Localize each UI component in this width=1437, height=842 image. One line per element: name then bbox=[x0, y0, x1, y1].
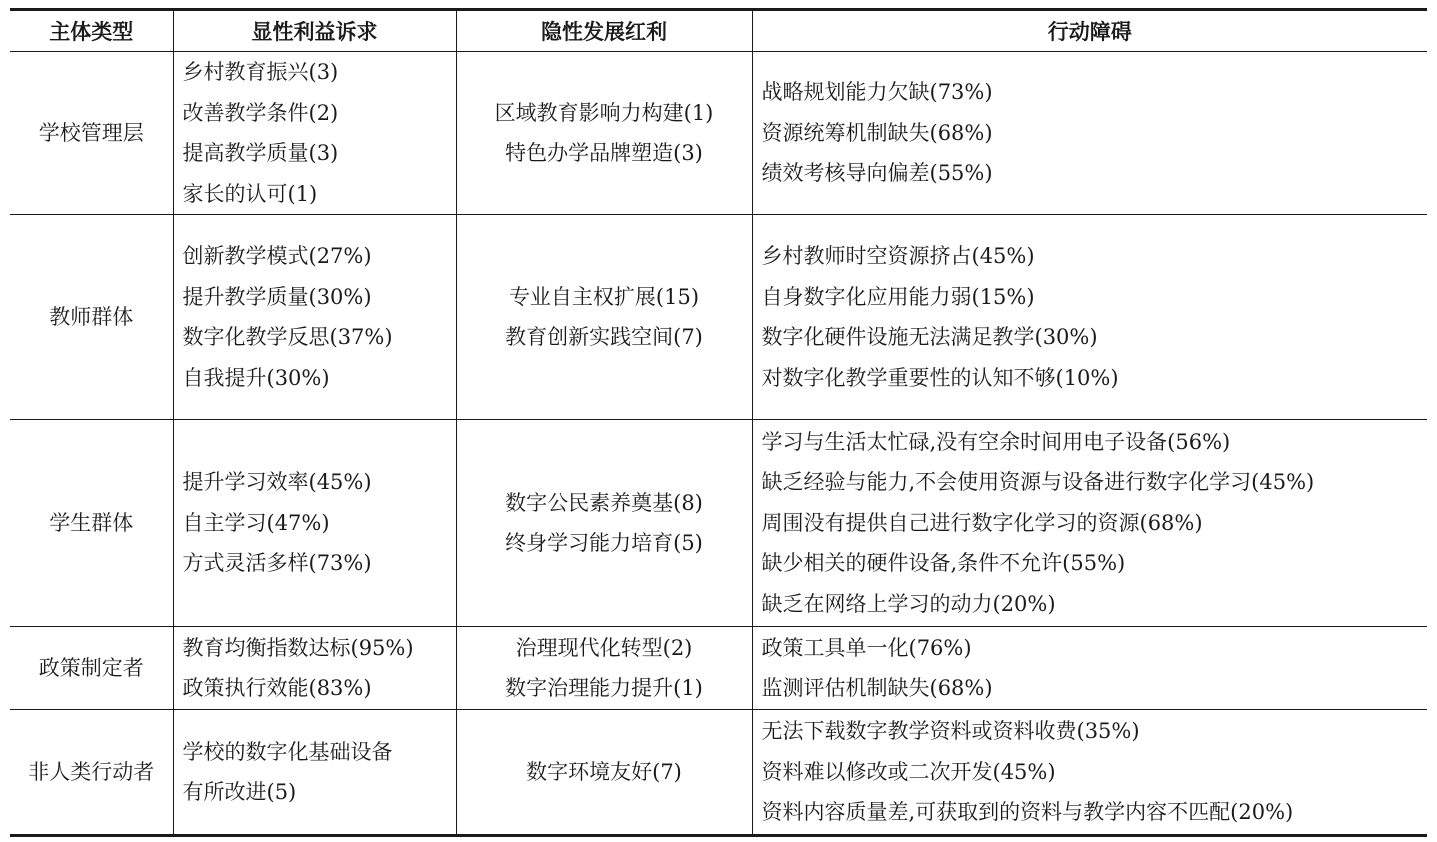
implicit-item: 治理现代化转型(2) bbox=[515, 635, 693, 660]
implicit-item: 终身学习能力培育(5) bbox=[505, 531, 703, 555]
subject-label: 学生群体 bbox=[49, 510, 134, 535]
header-implicit-benefit: 隐性发展红利 bbox=[456, 10, 752, 52]
subject-cell bbox=[10, 52, 173, 215]
obstacle-item: 缺乏经验与能力,不会使用资源与设备进行数字化学习(45%) bbox=[761, 470, 1315, 495]
obstacle-item: 绩效考核导向偏差(55%) bbox=[761, 161, 993, 186]
implicit-cell bbox=[456, 52, 752, 215]
obstacle-item: 政策工具单一化(76%) bbox=[761, 635, 972, 660]
explicit-cell bbox=[173, 420, 456, 627]
implicit-item: 教育创新实践空间(7) bbox=[505, 325, 703, 349]
header-action-obstacle: 行动障碍 bbox=[752, 10, 1427, 52]
obstacle-cell bbox=[752, 627, 1427, 710]
explicit-item: 教育均衡指数达标(95%) bbox=[182, 635, 414, 660]
explicit-item: 乡村教育振兴(3) bbox=[182, 60, 339, 84]
explicit-item: 数字化教学反思(37%) bbox=[182, 325, 393, 349]
implicit-item: 数字环境友好(7) bbox=[526, 759, 682, 784]
obstacle-item: 自身数字化应用能力弱(15%) bbox=[761, 284, 1035, 309]
obstacle-item: 周围没有提供自己进行数字化学习的资源(68%) bbox=[761, 510, 1203, 535]
implicit-item: 数字公民素养奠基(8) bbox=[505, 490, 703, 515]
explicit-item: 提高教学质量(3) bbox=[182, 141, 339, 165]
obstacle-item: 资源统筹机制缺失(68%) bbox=[761, 120, 993, 145]
explicit-item: 政策执行效能(83%) bbox=[182, 676, 372, 700]
subject-cell bbox=[10, 215, 173, 420]
table-row bbox=[10, 52, 1427, 215]
obstacle-item: 对数字化教学重要性的认知不够(10%) bbox=[761, 365, 1119, 390]
explicit-cell bbox=[173, 52, 456, 215]
implicit-item: 专业自主权扩展(15) bbox=[508, 284, 700, 309]
explicit-cell bbox=[173, 215, 456, 420]
obstacle-cell bbox=[752, 420, 1427, 627]
header-subject-type: 主体类型 bbox=[10, 10, 173, 52]
obstacle-item: 无法下载数字教学资料或资料收费(35%) bbox=[761, 719, 1140, 744]
obstacle-item: 监测评估机制缺失(68%) bbox=[761, 676, 993, 700]
explicit-item: 改善教学条件(2) bbox=[182, 100, 339, 125]
stakeholder-table-container bbox=[10, 8, 1427, 837]
table-header-row bbox=[10, 10, 1427, 52]
table-row bbox=[10, 420, 1427, 627]
stakeholder-table bbox=[10, 8, 1427, 837]
explicit-item: 提升学习效率(45%) bbox=[182, 470, 372, 495]
obstacle-item: 乡村教师时空资源挤占(45%) bbox=[761, 244, 1035, 268]
implicit-cell bbox=[456, 627, 752, 710]
implicit-cell bbox=[456, 710, 752, 836]
obstacle-item: 缺乏在网络上学习的动力(20%) bbox=[761, 591, 1056, 616]
subject-label: 非人类行动者 bbox=[28, 759, 155, 784]
subject-label: 教师群体 bbox=[49, 304, 134, 329]
explicit-item: 提升教学质量(30%) bbox=[182, 284, 372, 309]
header-explicit-interest: 显性利益诉求 bbox=[173, 10, 456, 52]
subject-label: 学校管理层 bbox=[38, 120, 144, 145]
explicit-item: 方式灵活多样(73%) bbox=[182, 551, 372, 576]
table-row bbox=[10, 215, 1427, 420]
subject-cell bbox=[10, 420, 173, 627]
explicit-cell bbox=[173, 627, 456, 710]
obstacle-cell bbox=[752, 710, 1427, 836]
obstacle-item: 缺少相关的硬件设备,条件不允许(55%) bbox=[761, 551, 1126, 576]
explicit-item: 创新教学模式(27%) bbox=[182, 244, 372, 268]
implicit-cell bbox=[456, 215, 752, 420]
explicit-item: 学校的数字化基础设备 bbox=[182, 739, 393, 764]
explicit-item: 有所改进(5) bbox=[182, 780, 297, 804]
table-row bbox=[10, 710, 1427, 836]
subject-cell bbox=[10, 710, 173, 836]
obstacle-cell bbox=[752, 52, 1427, 215]
obstacle-item: 战略规划能力欠缺(73%) bbox=[761, 80, 993, 105]
table-row bbox=[10, 627, 1427, 710]
obstacle-item: 数字化硬件设施无法满足教学(30%) bbox=[761, 325, 1098, 349]
explicit-item: 自主学习(47%) bbox=[182, 510, 330, 535]
implicit-item: 特色办学品牌塑造(3) bbox=[505, 141, 703, 165]
subject-label: 政策制定者 bbox=[38, 655, 144, 680]
explicit-item: 自我提升(30%) bbox=[182, 365, 330, 390]
explicit-item: 家长的认可(1) bbox=[182, 181, 318, 206]
obstacle-item: 资料难以修改或二次开发(45%) bbox=[761, 759, 1056, 784]
obstacle-cell bbox=[752, 215, 1427, 420]
implicit-item: 数字治理能力提升(1) bbox=[505, 676, 703, 700]
obstacle-item: 学习与生活太忙碌,没有空余时间用电子设备(56%) bbox=[761, 429, 1231, 454]
obstacle-item: 资料内容质量差,可获取到的资料与教学内容不匹配(20%) bbox=[761, 800, 1294, 825]
subject-cell bbox=[10, 627, 173, 710]
implicit-item: 区域教育影响力构建(1) bbox=[494, 100, 714, 125]
explicit-cell bbox=[173, 710, 456, 836]
implicit-cell bbox=[456, 420, 752, 627]
